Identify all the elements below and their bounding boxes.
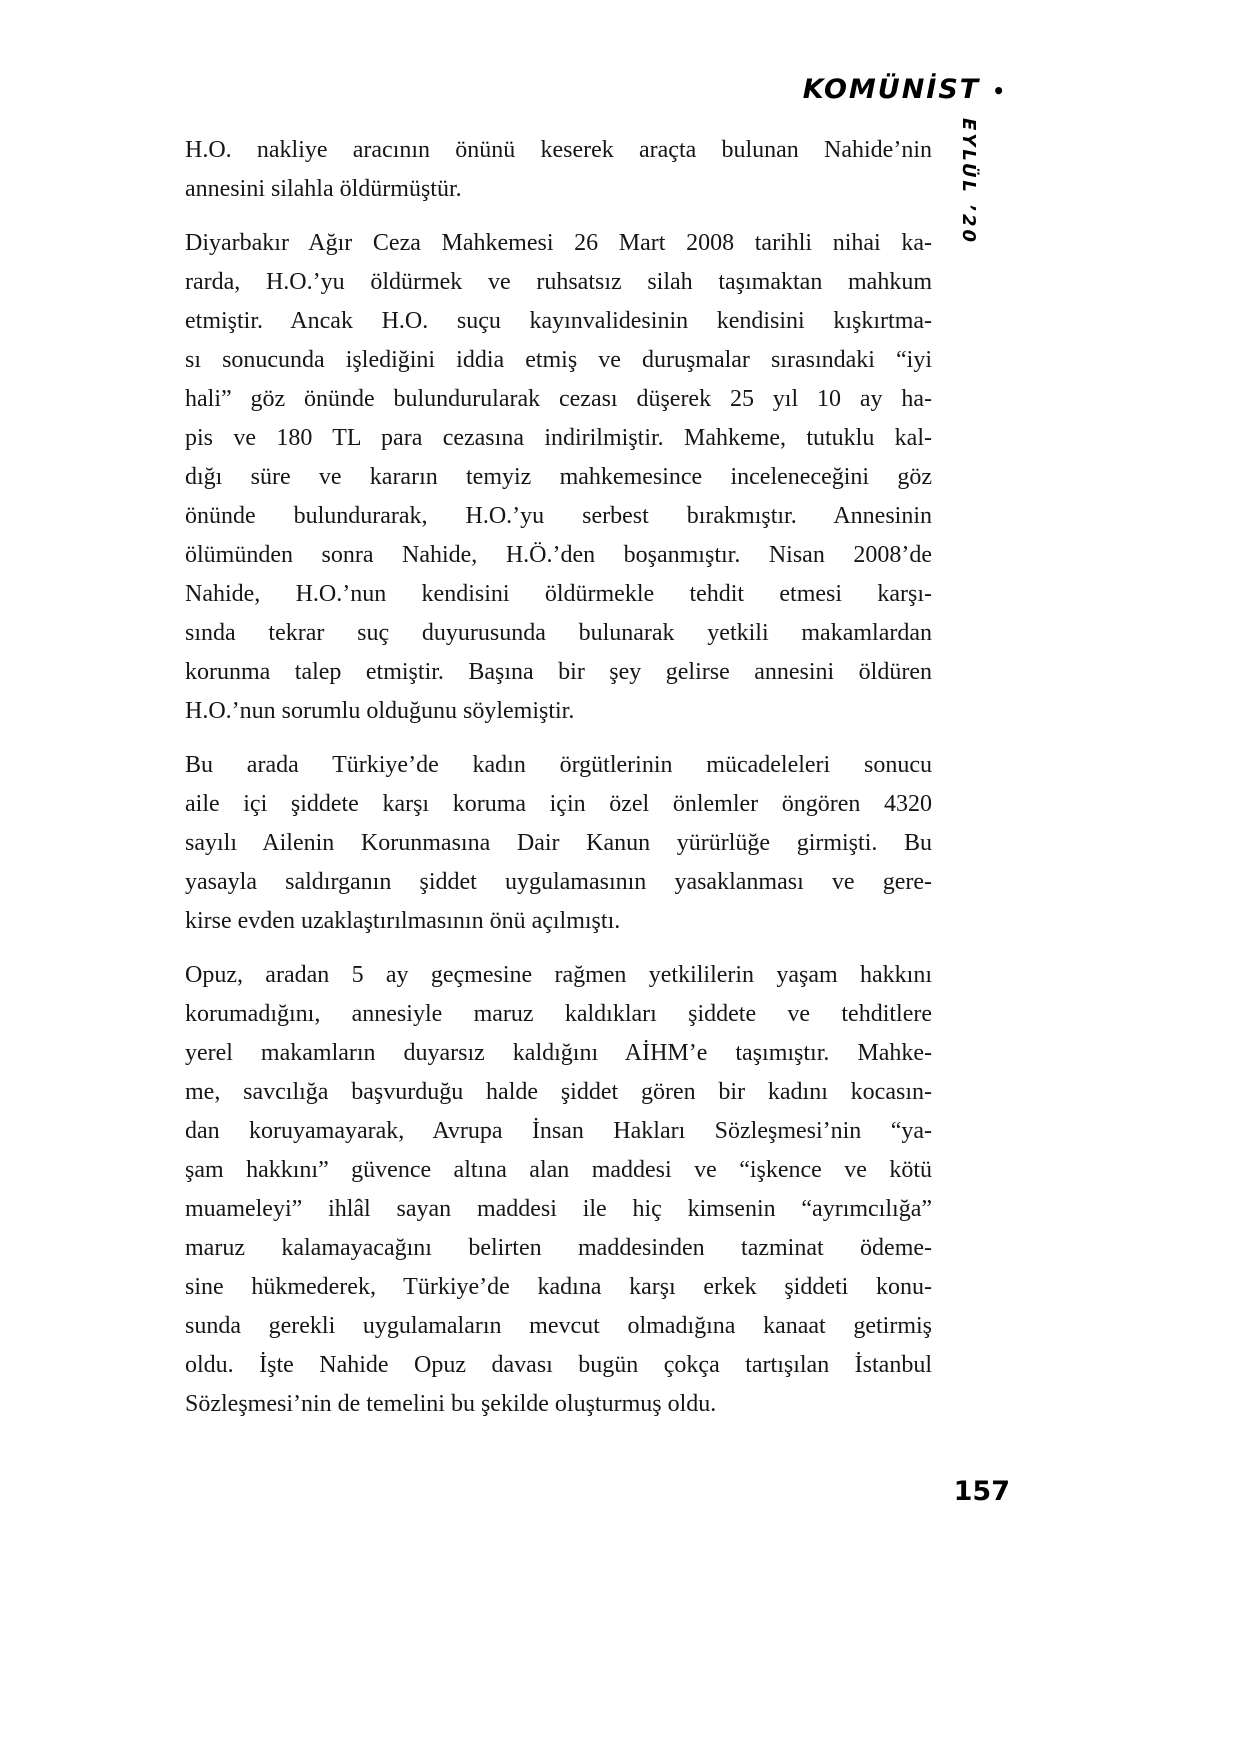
text-line: rarda, H.O.’yu öldürmek ve ruhsatsız silah taşımaktan mahkum (185, 269, 932, 295)
text-line: korunma talep etmiştir. Başına bir şey gelirse annesini öldüren (185, 659, 932, 685)
text-line: Diyarbakır Ağır Ceza Mahkemesi 26 Mart 2008 tarihli nihai ka- (185, 230, 932, 256)
text-line: ölümünden sonra Nahide, H.Ö.’den boşanmıştır. Nisan 2008’de (185, 542, 932, 568)
text-line: şam hakkını” güvence altına alan maddesi ve “işkence ve kötü (185, 1157, 932, 1183)
text-line: pis ve 180 TL para cezasına indirilmiştir. Mahkeme, tutuklu kal- (185, 425, 932, 451)
text-line: Sözleşmesi’nin de temelini bu şekilde oluşturmuş oldu. (185, 1391, 717, 1417)
text-line: muameleyi” ihlâl sayan maddesi ile hiç kimsenin “ayrımcılığa” (185, 1196, 932, 1222)
issue-date-vertical-label: EYLÜL ’20 (958, 118, 979, 246)
text-line: önünde bulundurarak, H.O.’yu serbest bırakmıştır. Annesinin (185, 503, 932, 529)
text-line: hali” göz önünde bulundurularak cezası düşerek 25 yıl 10 ay ha- (185, 386, 932, 412)
text-line: oldu. İşte Nahide Opuz davası bugün çokça tartışılan İstanbul (185, 1352, 932, 1378)
text-line: maruz kalamayacağını belirten maddesinden tazminat ödeme- (185, 1235, 932, 1261)
text-line: annesini silahla öldürmüştür. (185, 176, 462, 202)
page-number: 157 (953, 1476, 1010, 1507)
text-line: sı sonucunda işlediğini iddia etmiş ve duruşmalar sırasındaki “iyi (185, 347, 932, 373)
text-line: yasayla saldırganın şiddet uygulamasının yasaklanması ve gere- (185, 869, 932, 895)
text-line: dan koruyamayarak, Avrupa İnsan Hakları Sözleşmesi’nin “ya- (185, 1118, 932, 1144)
text-line: yerel makamların duyarsız kaldığını AİHM’e taşımıştır. Mahke- (185, 1040, 932, 1066)
text-line: sine hükmederek, Türkiye’de kadına karşı erkek şiddeti konu- (185, 1274, 932, 1300)
text-line: H.O.’nun sorumlu olduğunu söylemiştir. (185, 698, 575, 724)
text-line: etmiştir. Ancak H.O. suçu kayınvalidesinin kendisini kışkırtma- (185, 308, 932, 334)
masthead (803, 74, 1005, 105)
text-line: kirse evden uzaklaştırılmasının önü açılmıştı. (185, 908, 621, 934)
body-text (185, 131, 932, 1439)
text-line: aile içi şiddete karşı koruma için özel önlemler öngören 4320 (185, 791, 932, 817)
paragraph (185, 224, 932, 731)
paragraph (185, 131, 932, 209)
masthead-bullet-icon: • (992, 78, 1005, 103)
text-line: sında tekrar suç duyurusunda bulunarak yetkili makamlardan (185, 620, 932, 646)
paragraph (185, 956, 932, 1424)
text-line: me, savcılığa başvurduğu halde şiddet gören bir kadını kocasın- (185, 1079, 932, 1105)
text-line: korumadığını, annesiyle maruz kaldıkları şiddete ve tehditlere (185, 1001, 932, 1027)
text-line: sayılı Ailenin Korunmasına Dair Kanun yürürlüğe girmişti. Bu (185, 830, 932, 856)
text-line: Bu arada Türkiye’de kadın örgütlerinin mücadeleleri sonucu (185, 752, 932, 778)
text-line: Opuz, aradan 5 ay geçmesine rağmen yetkililerin yaşam hakkını (185, 962, 932, 988)
text-line: Nahide, H.O.’nun kendisini öldürmekle tehdit etmesi karşı- (185, 581, 932, 607)
paragraph (185, 746, 932, 941)
text-line: dığı süre ve kararın temyiz mahkemesince inceleneceğini göz (185, 464, 932, 490)
text-line: sunda gerekli uygulamaların mevcut olmadığına kanaat getirmiş (185, 1313, 932, 1339)
text-line: H.O. nakliye aracının önünü keserek araçta bulunan Nahide’nin (185, 137, 932, 163)
masthead-title: KOMÜNİST (802, 74, 981, 105)
